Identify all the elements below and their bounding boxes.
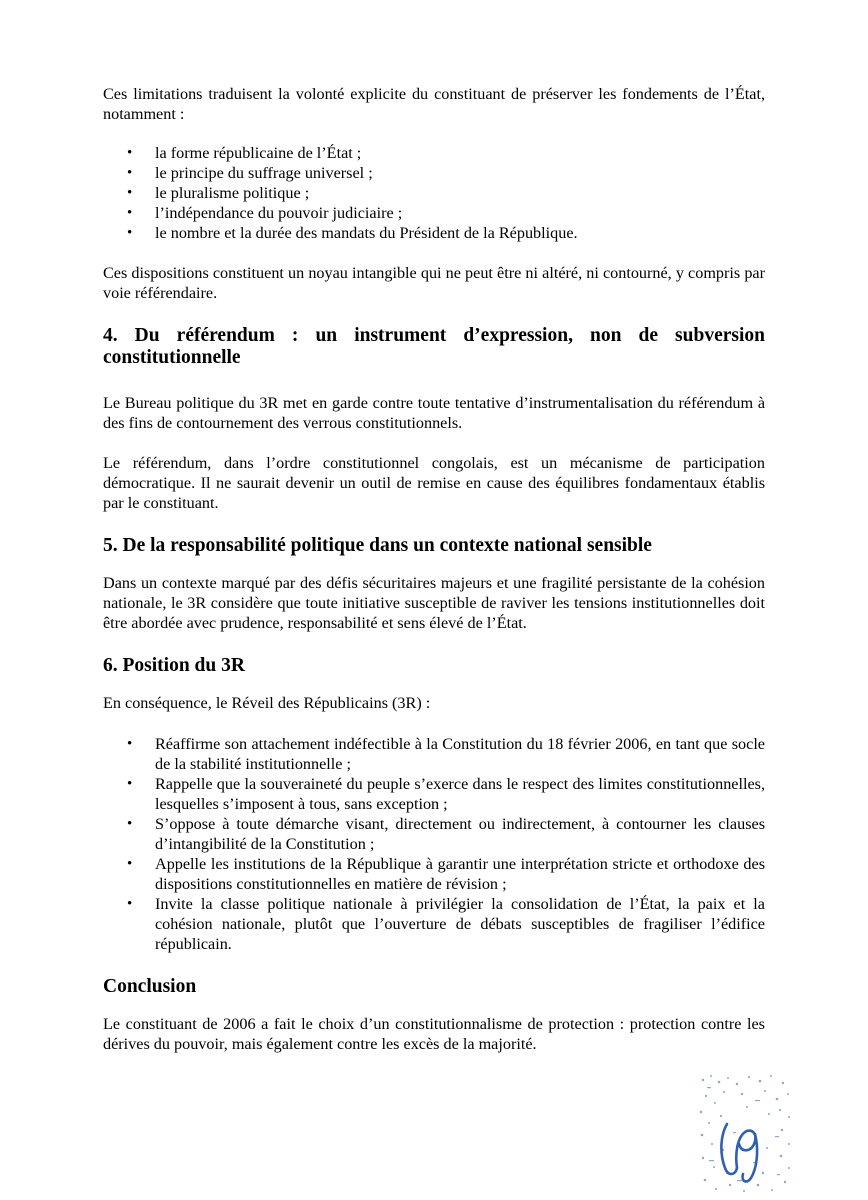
fundamentals-list bbox=[103, 143, 765, 243]
section-5-paragraph: Dans un contexte marqué par des défis sécuritaires majeurs et une fragilité persistante de la cohésion nationale, le 3R considère que toute initiative susceptible de raviver les tensions institutionnelles doit être abordée avec prudence, responsabilité et sens élevé de l’État. bbox=[103, 574, 765, 632]
position-list bbox=[103, 734, 765, 954]
list-item: • le principe du suffrage universel ; bbox=[103, 163, 765, 183]
section-6-intro: En conséquence, le Réveil des Républicains (3R) : bbox=[103, 694, 431, 712]
conclusion-heading: Conclusion bbox=[103, 976, 197, 997]
intro-paragraph: Ces limitations traduisent la volonté explicite du constituant de préserver les fondements de l’État, notamment : bbox=[103, 85, 765, 123]
document-body bbox=[103, 84, 765, 1054]
list-item: • S’oppose à toute démarche visant, directement ou indirectement, à contourner les clauses d’intangibilité de la Constitution ; bbox=[103, 814, 765, 854]
list-item: • le pluralisme politique ; bbox=[103, 183, 765, 203]
signature-initials-stamp bbox=[697, 1072, 793, 1196]
list-item: • Appelle les institutions de la République à garantir une interprétation stricte et orthodoxe des dispositions constitutionnelles en matière de révision ; bbox=[103, 854, 765, 894]
list-item: • la forme républicaine de l’État ; bbox=[103, 143, 765, 163]
list-item: • le nombre et la durée des mandats du Président de la République. bbox=[103, 223, 765, 243]
list-item: • Rappelle que la souveraineté du peuple s’exerce dans le respect des limites constitutionnelles, lesquelles s’imposent à tous, sans exception ; bbox=[103, 774, 765, 814]
section-4-paragraph: Le Bureau politique du 3R met en garde contre toute tentative d’instrumentalisation du référendum à des fins de contournement des verrous constitutionnels. bbox=[103, 394, 765, 432]
section-4-heading: 4. Du référendum : un instrument d’expression, non de subversion constitutionnelle bbox=[103, 325, 765, 368]
list-item: • Réaffirme son attachement indéfectible à la Constitution du 18 février 2006, en tant que socle de la stabilité institutionnelle ; bbox=[103, 734, 765, 774]
intro-closing-paragraph: Ces dispositions constituent un noyau intangible qui ne peut être ni altéré, ni contourné, y compris par voie référendaire. bbox=[103, 264, 765, 302]
section-6-heading: 6. Position du 3R bbox=[103, 655, 245, 676]
section-4-paragraph: Le référendum, dans l’ordre constitutionnel congolais, est un mécanisme de participation démocratique. Il ne saurait devenir un outil de remise en cause des équilibres fondamentaux établis par le constituant. bbox=[103, 454, 765, 512]
list-item: • l’indépendance du pouvoir judiciaire ; bbox=[103, 203, 765, 223]
section-5-heading: 5. De la responsabilité politique dans un contexte national sensible bbox=[103, 535, 652, 556]
list-item: • Invite la classe politique nationale à privilégier la consolidation de l’État, la paix et la cohésion nationale, plutôt que l’ouverture de débats susceptibles de fragiliser l’édifice républicain. bbox=[103, 894, 765, 954]
conclusion-paragraph: Le constituant de 2006 a fait le choix d’un constitutionnalisme de protection : protection contre les dérives du pouvoir, mais également contre les excès de la majorité. bbox=[103, 1015, 765, 1053]
